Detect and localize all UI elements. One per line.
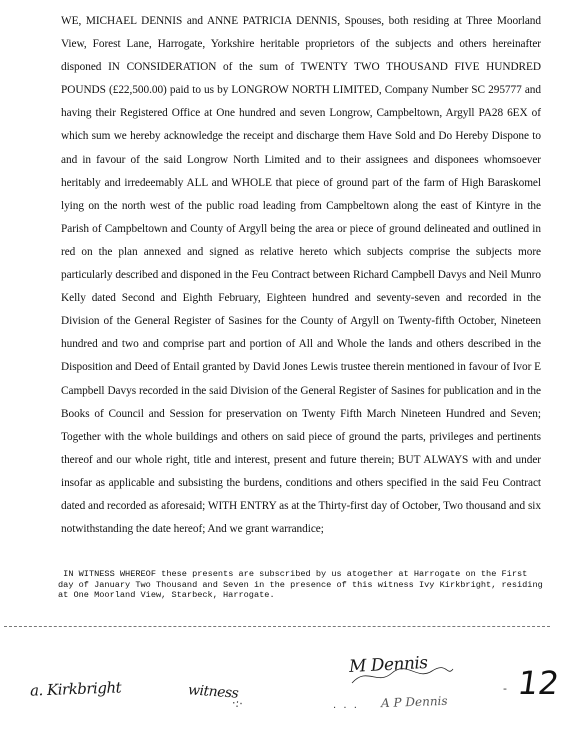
testing-clause: IN WITNESS WHEREOF these presents are subscribed by us atogether at Harrogate on the First day of January Two Thousand and Seven in the presence of this witness Ivy Kirkbright, residing at One Moorland View, Starbeck, Harrogate. [58,569,548,600]
folio-dash: - [503,682,507,695]
granter-signature-michael: M Dennis [348,652,429,678]
signature-flourish-icon [347,661,457,691]
witness-signature: a. Kirkbright [29,678,122,700]
disposition-text: WE, MICHAEL DENNIS and ANNE PATRICIA DENNIS, Spouses, both residing at Three Moorland View, Forest Lane, Harrogate, Yorkshire heritable proprietors of the subjects and others hereinafter disponed IN CONSIDERATION of the sum of TWENTY TWO THOUSAND FIVE HUNDRED POUNDS (£22,500.00) paid to us by LONGROW NORTH LIMITED, Company Number SC 295777 and having their Registered Office at One hundred and seven Longrow, Campbeltown, Argyll PA28 6EX of which sum we hereby acknowledge the receipt and discharge them Have Sold and Do Hereby Dispone to and in favour of the said Longrow North Limited and to their assignees and disponees whomsoever heritably and irredeemably ALL and WHOLE that piece of ground part of the farm of High Baraskomel lying on the north west of the public road leading from Campbeltown along the east of Kintyre in the Parish of Campbeltown and County of Argyll being the area or piece of ground delineated and outlined in red on the plan annexed and signed as relative hereto which subjects comprise the subjects more particularly described and disponed in the Feu Contract between Richard Campbell Davys and Neil Munro Kelly dated Second and Eighth February, Eighteen hundred and seventy-seven and recorded in the Division of the General Register of Sasines for the County of Argyll on Twenty-fifth October, Nineteen hundred and two and comprise part and portion of All and Whole the lands and others described in the Disposition and Deed of Entail granted by David Jones Lewis trustee therein mentioned in favour of Ivor E Campbell Davys recorded in the said Division of the General Register of Sasines for publication and in the Books of Council and Session for preservation on Twenty Fifth March Nineteen Hundred and Seven; Together with the whole buildings and others on said piece of ground the parts, privileges and pertinents thereof and our whole right, title and interest, present and future therein; BUT ALWAYS with and under insofar as applicable and subsisting the burdens, conditions and others specified in the said Feu Contract dated and recorded as aforesaid; WITH ENTRY as at the Thirty-first day of October, Two thousand and six notwithstanding the date hereof; And we grant warrandice; [61,15,541,536]
pen-dots: . . . [333,700,359,711]
witness-label: witness [187,682,239,702]
signature-divider [4,626,550,627]
folio-number: 12 [515,664,561,702]
pen-marks: ·:· [231,696,244,711]
granter-signature-anne: A P Dennis [380,693,448,711]
disposition-body [61,10,541,541]
